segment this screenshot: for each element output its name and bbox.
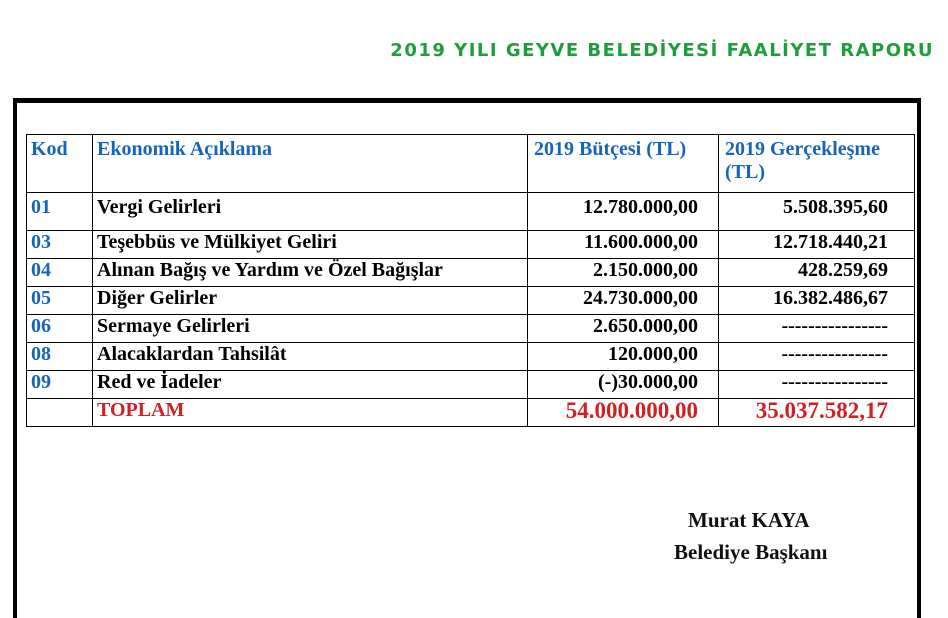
signatory-title: Belediye Başkanı: [674, 540, 828, 564]
signatory-name: Murat KAYA: [688, 508, 810, 532]
report-title: 2019 YILI GEYVE BELEDİYESİ FAALİYET RAPORU: [390, 40, 934, 61]
table-row: [27, 287, 915, 315]
revenue-table: [26, 134, 915, 427]
row-budget: 2.650.000,00: [528, 315, 719, 343]
row-budget: 12.780.000,00: [528, 193, 719, 231]
row-actual: 5.508.395,60: [719, 193, 915, 231]
total-label: TOPLAM: [93, 399, 528, 427]
table-row: [27, 231, 915, 259]
total-actual: 35.037.582,17: [719, 399, 915, 427]
row-code: 06: [27, 315, 93, 343]
header-budget: 2019 Bütçesi (TL): [528, 135, 719, 193]
row-budget: 120.000,00: [528, 343, 719, 371]
row-budget: 2.150.000,00: [528, 259, 719, 287]
table-row: [27, 315, 915, 343]
row-description: Diğer Gelirler: [93, 287, 528, 315]
row-description: Alınan Bağış ve Yardım ve Özel Bağışlar: [93, 259, 528, 287]
row-actual: 12.718.440,21: [719, 231, 915, 259]
total-row: [27, 399, 915, 427]
table-row: [27, 371, 915, 399]
row-budget: (-)30.000,00: [528, 371, 719, 399]
table-row: [27, 193, 915, 231]
row-description: Vergi Gelirleri: [93, 193, 528, 231]
row-description: Sermaye Gelirleri: [93, 315, 528, 343]
row-actual: ----------------: [719, 343, 915, 371]
row-code: 03: [27, 231, 93, 259]
row-code: 08: [27, 343, 93, 371]
total-code-cell: [27, 399, 93, 427]
total-budget: 54.000.000,00: [528, 399, 719, 427]
table-row: [27, 343, 915, 371]
row-description: Teşebbüs ve Mülkiyet Geliri: [93, 231, 528, 259]
row-actual: 428.259,69: [719, 259, 915, 287]
header-actual: 2019 Gerçekleşme (TL): [719, 135, 915, 193]
row-description: Alacaklardan Tahsilât: [93, 343, 528, 371]
row-code: 04: [27, 259, 93, 287]
row-code: 05: [27, 287, 93, 315]
row-budget: 24.730.000,00: [528, 287, 719, 315]
row-description: Red ve İadeler: [93, 371, 528, 399]
row-code: 09: [27, 371, 93, 399]
row-budget: 11.600.000,00: [528, 231, 719, 259]
table-row: [27, 259, 915, 287]
row-actual: ----------------: [719, 315, 915, 343]
table-header-row: [27, 135, 915, 193]
row-code: 01: [27, 193, 93, 231]
row-actual: 16.382.486,67: [719, 287, 915, 315]
row-actual: ----------------: [719, 371, 915, 399]
header-code: Kod: [27, 135, 93, 193]
header-description: Ekonomik Açıklama: [93, 135, 528, 193]
